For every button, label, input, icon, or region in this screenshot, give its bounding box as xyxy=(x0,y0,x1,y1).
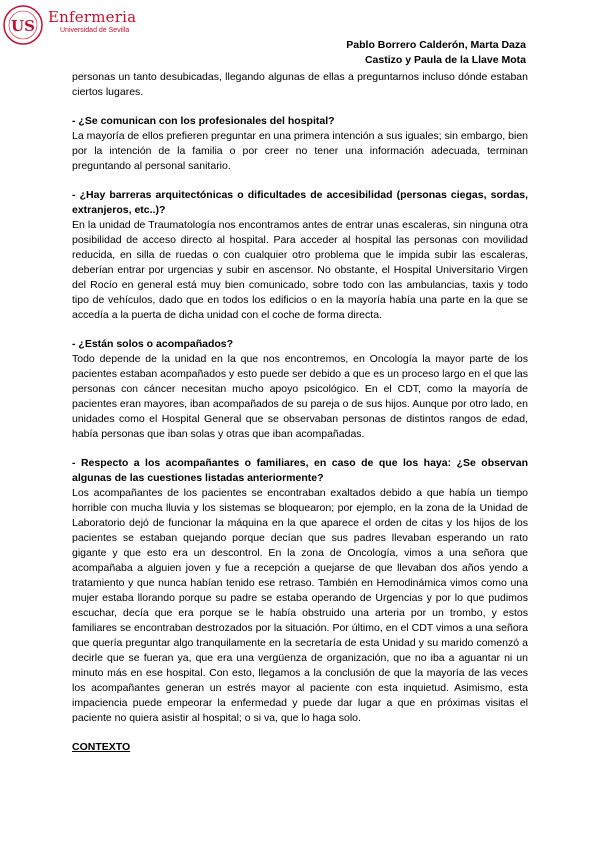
question-accessibility: - ¿Hay barreras arquitectónicas o dificultades de accesibilidad (personas ciegas, sordas, extranjeros, etc..)? xyxy=(72,189,528,216)
question-companions: - Respecto a los acompañantes o familiares, en caso de que los haya: ¿Se observan algunas de las cuestiones listadas anteriormente? xyxy=(72,457,528,484)
enfermeria-logo-subtitle: Universidad de Sevilla xyxy=(60,27,130,34)
authors-line-1: Pablo Borrero Calderón, Marta Daza xyxy=(346,39,526,51)
question-accompanied: - ¿Están solos o acompañados? xyxy=(72,338,234,350)
answer-accessibility: En la unidad de Traumatología nos encontramos antes de entrar unas escaleras, sin ninguna otra posibilidad de acceso directo al hospital. Para acceder al hospital las personas con movilidad reducida, en silla de ruedas o con cualquier otro problema que le impida subir las escaleras, deberían entrar por urgencias y subir en ascensor. No obstante, el Hospital Universitario Virgen del Rocío en general está muy bien comunicado, sobre todo con las ambulancias, taxis y todo tipo de vehículos, dado que en todos los edificios o en la mayoría había una parte en la que se accedía a la puerta de dicha unidad con el coche de forma directa. xyxy=(72,219,528,321)
document-body xyxy=(72,70,528,755)
authors-line-2: Castizo y Paula de la Llave Mota xyxy=(364,54,526,66)
answer-communication: La mayoría de ellos prefieren preguntar en una primera intención a sus iguales; sin embargo, bien por la intención de la familia o por creer no tener una información adecuada, terminan preguntando al personal sanitario. xyxy=(72,130,528,172)
enfermeria-logo xyxy=(46,8,176,48)
intro-paragraph: personas un tanto desubicadas, llegando algunas de ellas a preguntarnos incluso dónde estaban ciertos lugares. xyxy=(72,71,528,98)
page-header xyxy=(0,0,600,70)
seal-letters: US xyxy=(11,17,35,35)
answer-companions: Los acompañantes de los pacientes se encontraban exaltados debido a que había un tiempo horrible con mucha lluvia y los sistemas se bloquearon; por ejemplo, en la zona de la Unidad de Laboratorio dejó de funcionar la máquina en la que aparece el orden de citas y los hijos de los pacientes se estaban quejando porque decían que sus padres llevaban esperando un rato gigante y que esto era un descontrol. En la zona de Oncología, vimos a una señora que acompañaba a alguien joven y fue a recepción a quejarse de que llevaban dos años yendo a tratamiento y que nunca habían tenido ese retraso. También en Hemodinámica vimos como una mujer estaba llorando porque su padre se estaba operando de Urgencias y por lo que pudimos escuchar, decía que era porque se le había obstruido una arteria por un trombo, y estos familiares se encontraban destrozados por la situación. Por último, en el CDT vimos a una señora que quería preguntar algo tranquilamente en la secretaría de esta Unidad y su marido comenzó a decirle que se fueran ya, que era una vergüenza de organización, que no iba a aguantar ni un minuto más en ese hospital. Con esto, llegamos a la conclusión de que la mayoría de las veces los acompañantes generan un estrés mayor al paciente con esta inquietud. Asimismo, esta impaciencia puede empeorar la enfermedad y puede dar lugar a que en próximas visitas el paciente no quiera asistir al hospital; o si va, que lo haga solo. xyxy=(72,487,528,724)
section-heading-contexto: CONTEXTO xyxy=(72,741,131,753)
authors-block xyxy=(346,38,526,68)
enfermeria-logo-word: Enfermeria xyxy=(48,8,137,26)
question-communication: - ¿Se comunican con los profesionales del hospital? xyxy=(72,115,335,127)
university-seal-logo xyxy=(2,4,44,46)
answer-accompanied: Todo depende de la unidad en la que nos encontremos, en Oncología la mayor parte de los pacientes estaban acompañados y esto puede ser debido a que es un proceso largo en el que las personas con cáncer necesitan mucho apoyo psicológico. En el CDT, como la mayoría de pacientes eran mayores, iban acompañados de su pareja o de sus hijos. Aunque por otro lado, en unidades como el Hospital General que se observaban personas de distintos rangos de edad, había personas que iban solas y otras que iban acompañadas. xyxy=(72,353,528,440)
